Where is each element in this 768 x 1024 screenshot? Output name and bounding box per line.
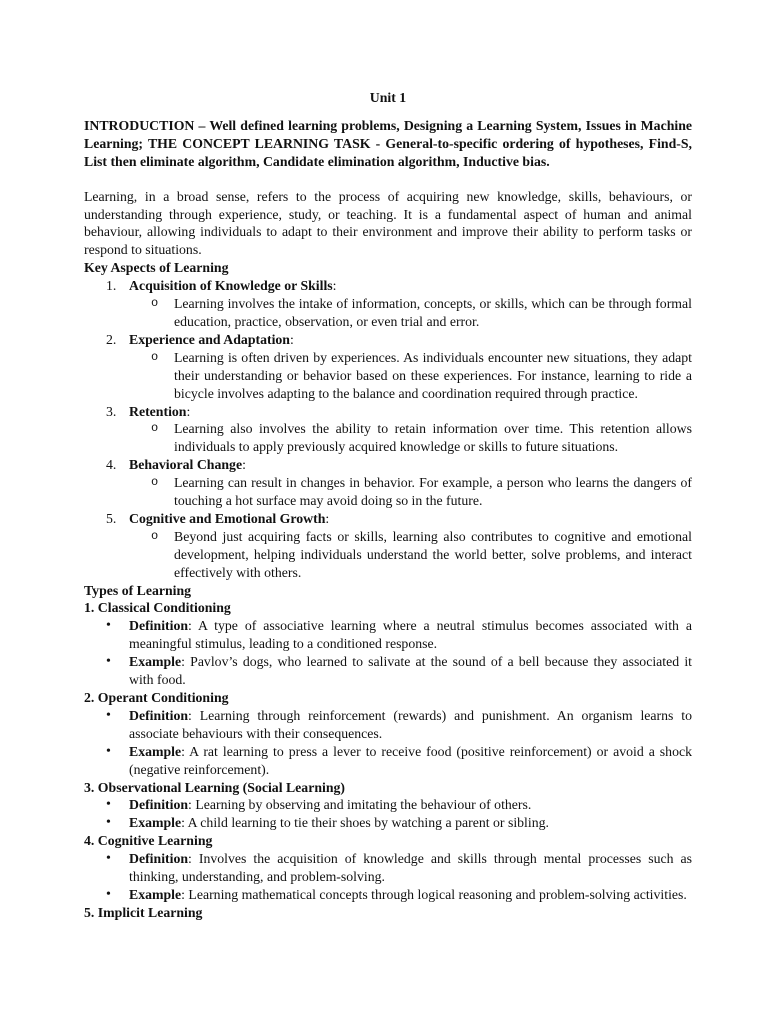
learning-type-items	[84, 707, 692, 779]
key-aspect-detail	[129, 349, 692, 403]
learning-definition-paragraph: Learning, in a broad sense, refers to the process of acquiring new knowledge, skills, behaviours, or understanding through experience, study, or teaching. It is a fundamental aspect of human and animal behaviour, allowing individuals to adapt to their environment and improve their ability to perform tasks or respond to situations.	[84, 188, 692, 258]
bullet-icon: •	[106, 851, 111, 867]
learning-type-term: Example	[129, 743, 182, 759]
list-number: 3.	[106, 403, 117, 419]
key-aspect-title: Experience and Adaptation	[129, 331, 290, 347]
learning-type-text: : Involves the acquisition of knowledge and skills through mental processes such as thinking, understanding, and problem-solving.	[129, 851, 692, 885]
learning-type-item	[84, 743, 692, 779]
bullet-icon: •	[106, 886, 111, 902]
learning-type-term: Definition	[129, 797, 189, 813]
key-aspect-detail	[129, 420, 692, 456]
list-number: 2.	[106, 331, 117, 347]
key-aspect-colon: :	[332, 278, 337, 294]
learning-type-text: : Learning through reinforcement (rewards) and punishment. An organism learns to associate behaviours with their consequences.	[129, 707, 692, 741]
learning-type-term: Definition	[129, 851, 189, 867]
learning-type-text: : Learning mathematical concepts through logical reasoning and problem-solving activities.	[181, 886, 687, 902]
learning-type-item	[84, 653, 692, 689]
key-aspect-text: Learning can result in changes in behavior. For example, a person who learns the dangers of touching a hot surface may avoid doing so in the future.	[174, 475, 692, 509]
learning-type-heading: 1. Classical Conditioning	[84, 600, 231, 616]
key-aspect-text: Learning involves the intake of information, concepts, or skills, which can be through formal education, practice, observation, or even trial and error.	[174, 296, 692, 329]
key-aspect-colon: :	[325, 510, 330, 526]
key-aspects-heading: Key Aspects of Learning	[84, 260, 229, 276]
learning-type-items	[84, 796, 692, 832]
bullet-icon: •	[106, 654, 111, 670]
key-aspect-item	[84, 510, 692, 582]
learning-type-heading: 5. Implicit Learning	[84, 904, 203, 920]
key-aspect-colon: :	[186, 403, 191, 419]
key-aspect-item	[84, 403, 692, 457]
key-aspect-details	[129, 295, 692, 331]
key-aspect-text: Learning also involves the ability to retain information over time. This retention allows individuals to apply previously acquired knowledge or skills to future situations.	[174, 421, 692, 455]
learning-type-items	[84, 617, 692, 689]
key-aspect-colon: :	[289, 331, 294, 347]
learning-type-term: Example	[129, 815, 182, 831]
circle-bullet-icon: o	[151, 349, 159, 364]
learning-type-term: Definition	[129, 707, 189, 723]
bullet-icon: •	[106, 815, 111, 831]
bullet-icon: •	[106, 618, 111, 634]
key-aspect-details	[129, 528, 692, 582]
learning-type-heading: 3. Observational Learning (Social Learning)	[84, 779, 345, 795]
bullet-icon: •	[106, 797, 111, 813]
circle-bullet-icon: o	[151, 528, 159, 543]
key-aspect-detail	[129, 295, 692, 331]
learning-type-text: : A rat learning to press a lever to receive food (positive reinforcement) or avoid a shock (negative reinforcement).	[129, 743, 692, 777]
key-aspect-text: Beyond just acquiring facts or skills, learning also contributes to cognitive and emotional development, helping individuals understand the world better, solve problems, and interact effectively with others.	[174, 528, 692, 580]
key-aspect-item	[84, 277, 692, 331]
list-number: 1.	[106, 278, 117, 294]
learning-type-heading: 4. Cognitive Learning	[84, 833, 213, 849]
key-aspect-details	[129, 474, 692, 510]
learning-type-text: : A type of associative learning where a neutral stimulus becomes associated with a meaningful stimulus, leading to a conditioned response.	[129, 618, 692, 652]
unit-title: Unit 1	[369, 90, 407, 105]
key-aspect-colon: :	[242, 457, 246, 473]
key-aspect-item	[84, 456, 692, 510]
key-aspect-title: Behavioral Change	[129, 457, 243, 473]
key-aspect-title: Cognitive and Emotional Growth	[129, 510, 326, 526]
types-of-learning-heading: Types of Learning	[84, 582, 192, 598]
key-aspects-list	[84, 277, 692, 581]
bullet-icon: •	[106, 707, 111, 723]
learning-type-term: Example	[129, 886, 182, 902]
learning-type-item	[84, 850, 692, 886]
key-aspect-detail	[129, 474, 692, 510]
key-aspect-details	[129, 420, 692, 456]
key-aspect-text: Learning is often driven by experiences. As individuals encounter new situations, they adapt their understanding or behavior based on these experiences. For instance, learning to ride a bicycle involves adapting to the balance and coordination required through practice.	[174, 349, 692, 401]
learning-type-item	[84, 886, 692, 904]
learning-type-items	[84, 850, 692, 904]
bullet-icon: •	[106, 743, 111, 759]
learning-type-text: : A child learning to tie their shoes by watching a parent or sibling.	[181, 815, 549, 831]
learning-type-item	[84, 707, 692, 743]
circle-bullet-icon: o	[151, 475, 159, 490]
learning-type-item	[84, 617, 692, 653]
key-aspect-title: Retention	[129, 403, 187, 419]
document-content	[84, 89, 692, 922]
key-aspect-details	[129, 349, 692, 403]
key-aspect-detail	[129, 528, 692, 582]
list-number: 5.	[106, 510, 117, 526]
learning-type-text: : Learning by observing and imitating the behaviour of others.	[188, 797, 532, 813]
list-number: 4.	[106, 457, 117, 473]
learning-type-term: Definition	[129, 618, 189, 634]
learning-type-heading: 2. Operant Conditioning	[84, 690, 229, 705]
types-of-learning-list	[84, 599, 692, 921]
learning-type-text: : Pavlov’s dogs, who learned to salivate at the sound of a bell because they associated it with food.	[129, 654, 692, 688]
learning-type-term: Example	[129, 654, 182, 670]
learning-type-item	[84, 814, 692, 832]
learning-type-item	[84, 796, 692, 814]
circle-bullet-icon: o	[151, 296, 159, 311]
key-aspect-title: Acquisition of Knowledge or Skills	[129, 278, 333, 294]
key-aspect-item	[84, 331, 692, 403]
intro-paragraph: INTRODUCTION – Well defined learning problems, Designing a Learning System, Issues in Machine Learning; THE CONCEPT LEARNING TASK - General-to-specific ordering of hypotheses, Find-S, List then eliminate algorithm, Candidate elimination algorithm, Inductive bias.	[84, 117, 692, 169]
circle-bullet-icon: o	[151, 421, 159, 436]
